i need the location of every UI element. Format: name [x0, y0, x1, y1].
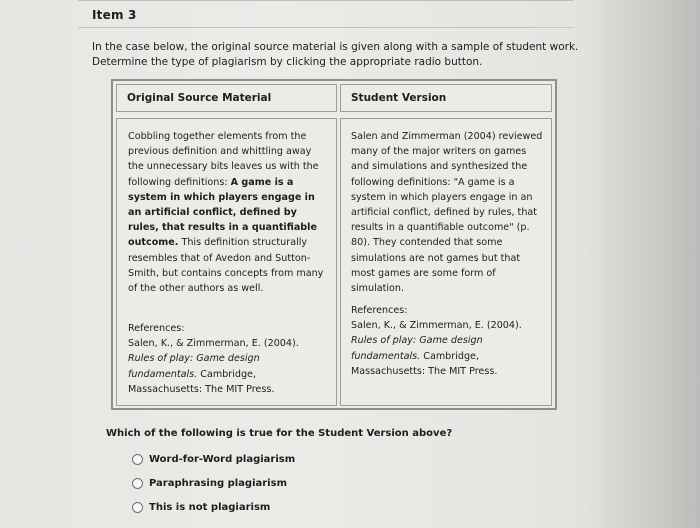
option-word-for-word[interactable]	[132, 451, 295, 467]
option-paraphrasing[interactable]	[132, 475, 287, 491]
student-refs-label: References:	[351, 305, 408, 316]
original-text-intro: Cobbling together elements from the previous definition and whittling away the unnecessary bits leaves us with the following definitions:	[128, 131, 319, 188]
option-not-plagiarism[interactable]	[132, 499, 270, 515]
student-refs-publisher: Cambridge, Massachusetts: The MIT Press.	[351, 350, 498, 377]
option-label[interactable]: Word-for-Word plagiarism	[149, 453, 296, 465]
student-refs-authors: Salen, K., & Zimmerman, E. (2004).	[351, 320, 522, 332]
student-version-cell	[340, 118, 552, 406]
title-divider	[78, 27, 573, 28]
top-divider	[78, 0, 573, 1]
original-text-definition: A game is a system in which players engage in an artificial conflict, defined by rules, that results in a quantifiable outcome.	[128, 176, 317, 249]
radio-button[interactable]	[132, 502, 143, 513]
original-refs-authors: Salen, K., & Zimmerman, E. (2004).	[128, 338, 299, 350]
student-refs-citation	[351, 318, 546, 379]
student-references	[351, 303, 546, 379]
option-label[interactable]: Paraphrasing plagiarism	[149, 477, 287, 489]
student-header: Student Version	[351, 92, 447, 104]
original-header: Original Source Material	[127, 92, 272, 104]
original-refs-label: References:	[128, 323, 185, 334]
original-source-text	[128, 129, 328, 296]
radio-button[interactable]	[132, 478, 143, 489]
original-refs-title: Rules of play: Game design fundamentals.	[128, 353, 260, 380]
student-header-cell	[340, 84, 552, 112]
original-refs-citation	[128, 336, 328, 397]
radio-button[interactable]	[132, 454, 143, 465]
student-version-text: Salen and Zimmerman (2004) reviewed many of the major writers on games and simulations and synthesized the following definitions: "A game is a system in which players engage in an artificial conflict, defined by rules, that results in a quantifiable outcome" (p. 80). They contended that some simulations are not games but that most games are some form of simulation.	[351, 131, 543, 295]
instructions-line-1: In the case below, the original source material is given along with a sample of student work.	[92, 41, 579, 53]
original-text-end: This definition structurally resembles that of Avedon and Sutton-Smith, but contains concepts from many of the other authors as well.	[128, 237, 324, 295]
instructions	[92, 40, 592, 70]
original-source-cell	[116, 118, 337, 406]
original-references	[128, 321, 328, 397]
question-prompt: Which of the following is true for the Student Version above?	[106, 428, 453, 439]
student-refs-title: Rules of play: Game design fundamentals.	[351, 335, 483, 362]
page-shadow	[585, 0, 700, 528]
original-refs-publisher: Cambridge, Massachusetts: The MIT Press.	[128, 368, 275, 395]
item-title: Item 3	[92, 8, 137, 22]
comparison-table	[111, 79, 557, 410]
instructions-line-2: Determine the type of plagiarism by clicking the appropriate radio button.	[92, 56, 483, 68]
original-header-cell	[116, 84, 337, 112]
option-label[interactable]: This is not plagiarism	[149, 501, 271, 513]
